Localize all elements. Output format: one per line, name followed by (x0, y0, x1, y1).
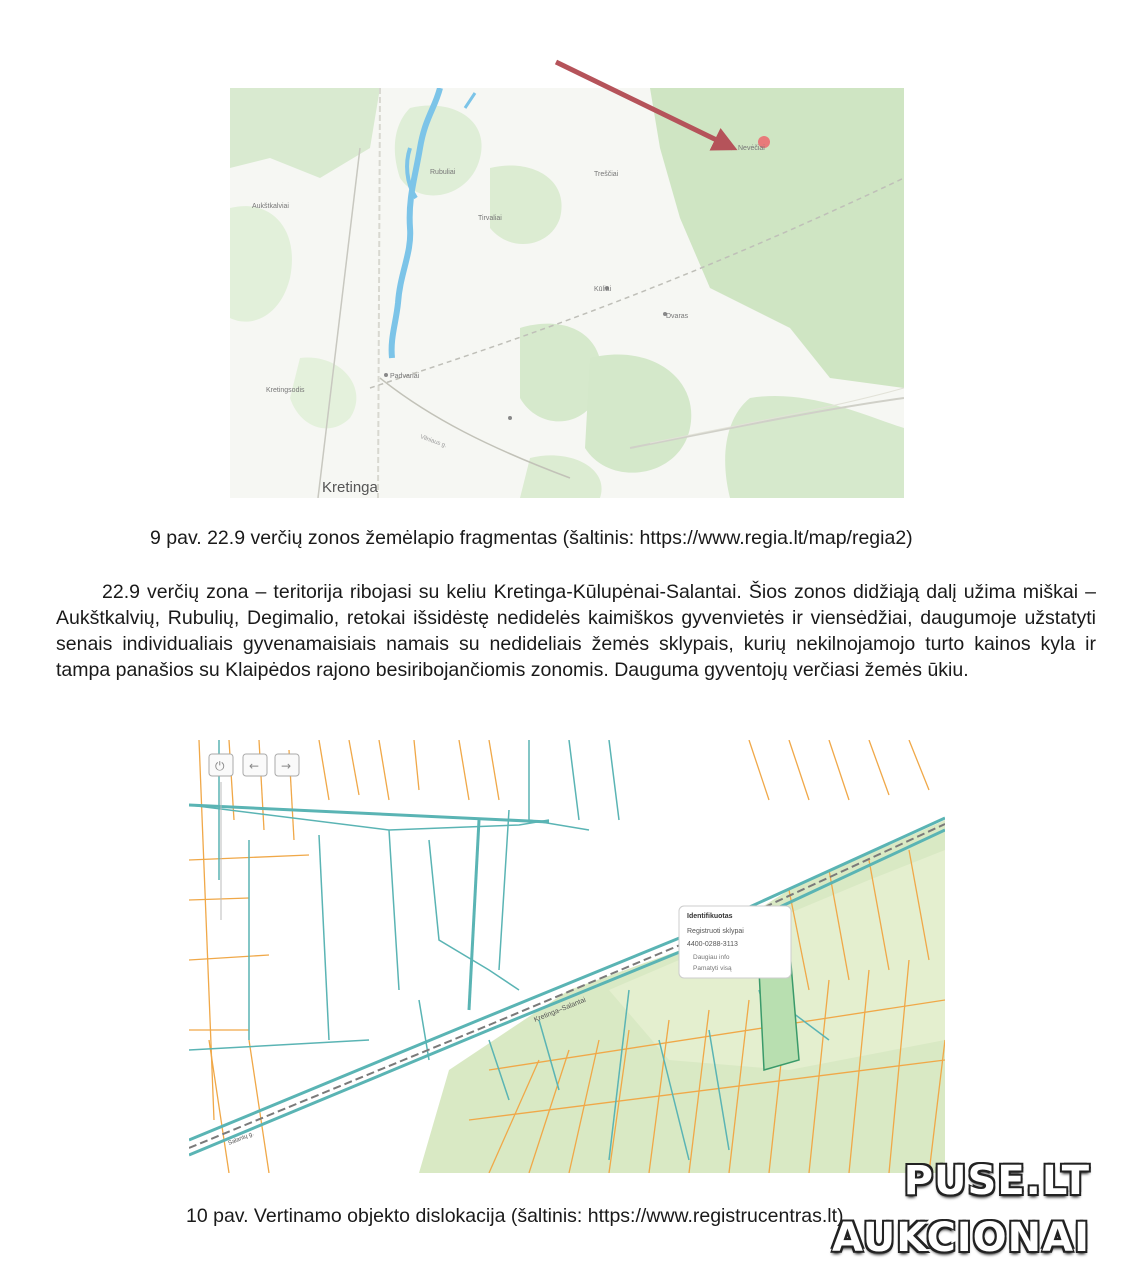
map-label-aukstkalviai: Aukštkalviai (252, 203, 289, 210)
forward-arrow-icon[interactable]: → (281, 759, 292, 773)
map-label-tirvaliai: Tirvaliai (478, 215, 502, 222)
map-label-kretinga: Kretinga (322, 479, 378, 496)
popup-zoom-link[interactable]: Pamatyti visą (693, 965, 732, 972)
identify-popup (679, 906, 791, 978)
figure-9-caption: 9 pav. 22.9 verčių zonos žemėlapio fragmentas (šaltinis: https://www.regia.lt/map/regia2) (150, 527, 913, 549)
popup-title: Identifikuotas (687, 913, 733, 920)
watermark-line1: PUSE.LT (903, 1158, 1090, 1204)
map-label-kretingsodis: Kretingsodis (266, 387, 305, 394)
map-label-dvarai: Dvaras (666, 313, 689, 320)
map-label-rubuliai: Rubuliai (430, 169, 456, 176)
figure-10-caption: 10 pav. Vertinamo objekto dislokacija (šaltinis: https://www.registrucentras.lt) (186, 1205, 844, 1227)
cadastral-map (189, 740, 945, 1173)
back-arrow-icon[interactable]: ← (249, 759, 260, 773)
power-icon[interactable]: ⏻ (215, 759, 225, 773)
map-label-padvariai: Padvariai (390, 373, 420, 380)
watermark-line2: AUKCIONAI (832, 1215, 1090, 1261)
arrow-map1 (556, 62, 733, 148)
popup-code: 4400-0288-3113 (687, 941, 738, 948)
popup-more-link[interactable]: Daugiau info (693, 954, 730, 961)
zone-description-paragraph: 22.9 verčių zona – teritorija ribojasi su keliu Kretinga-Kūlupėnai-Salantai. Šios zonos didžiąją dalį užima miškai – Aukštkalvių, Rubulių, Degimalio, retokai išsidėstę nedidelės kaimiškos gyvenvietės ir viensėdžiai, daugumoje užstatyti senais individualiais gyvenamaisiais namais su nedideliais žemės sklypais, kurių nekilnojamojo turto kainos kyla ir tampa panašios su Klaipėdos rajono besiribojančiomis zonomis. Dauguma gyventojų verčiasi žemės ūkiu. (56, 581, 1096, 681)
map-label-neveciai: Nevėčiai (738, 145, 765, 152)
map-label-trestakai: Treščiai (594, 171, 619, 178)
map-label-kuliai: Kūliai (594, 286, 612, 293)
road-label-2: Salantų g. (227, 1131, 255, 1147)
popup-subtitle: Registruoti sklypai (687, 928, 744, 935)
road-label: Kretinga–Salantai (533, 996, 587, 1024)
map-label-road: Vilniaus g. (419, 434, 448, 450)
